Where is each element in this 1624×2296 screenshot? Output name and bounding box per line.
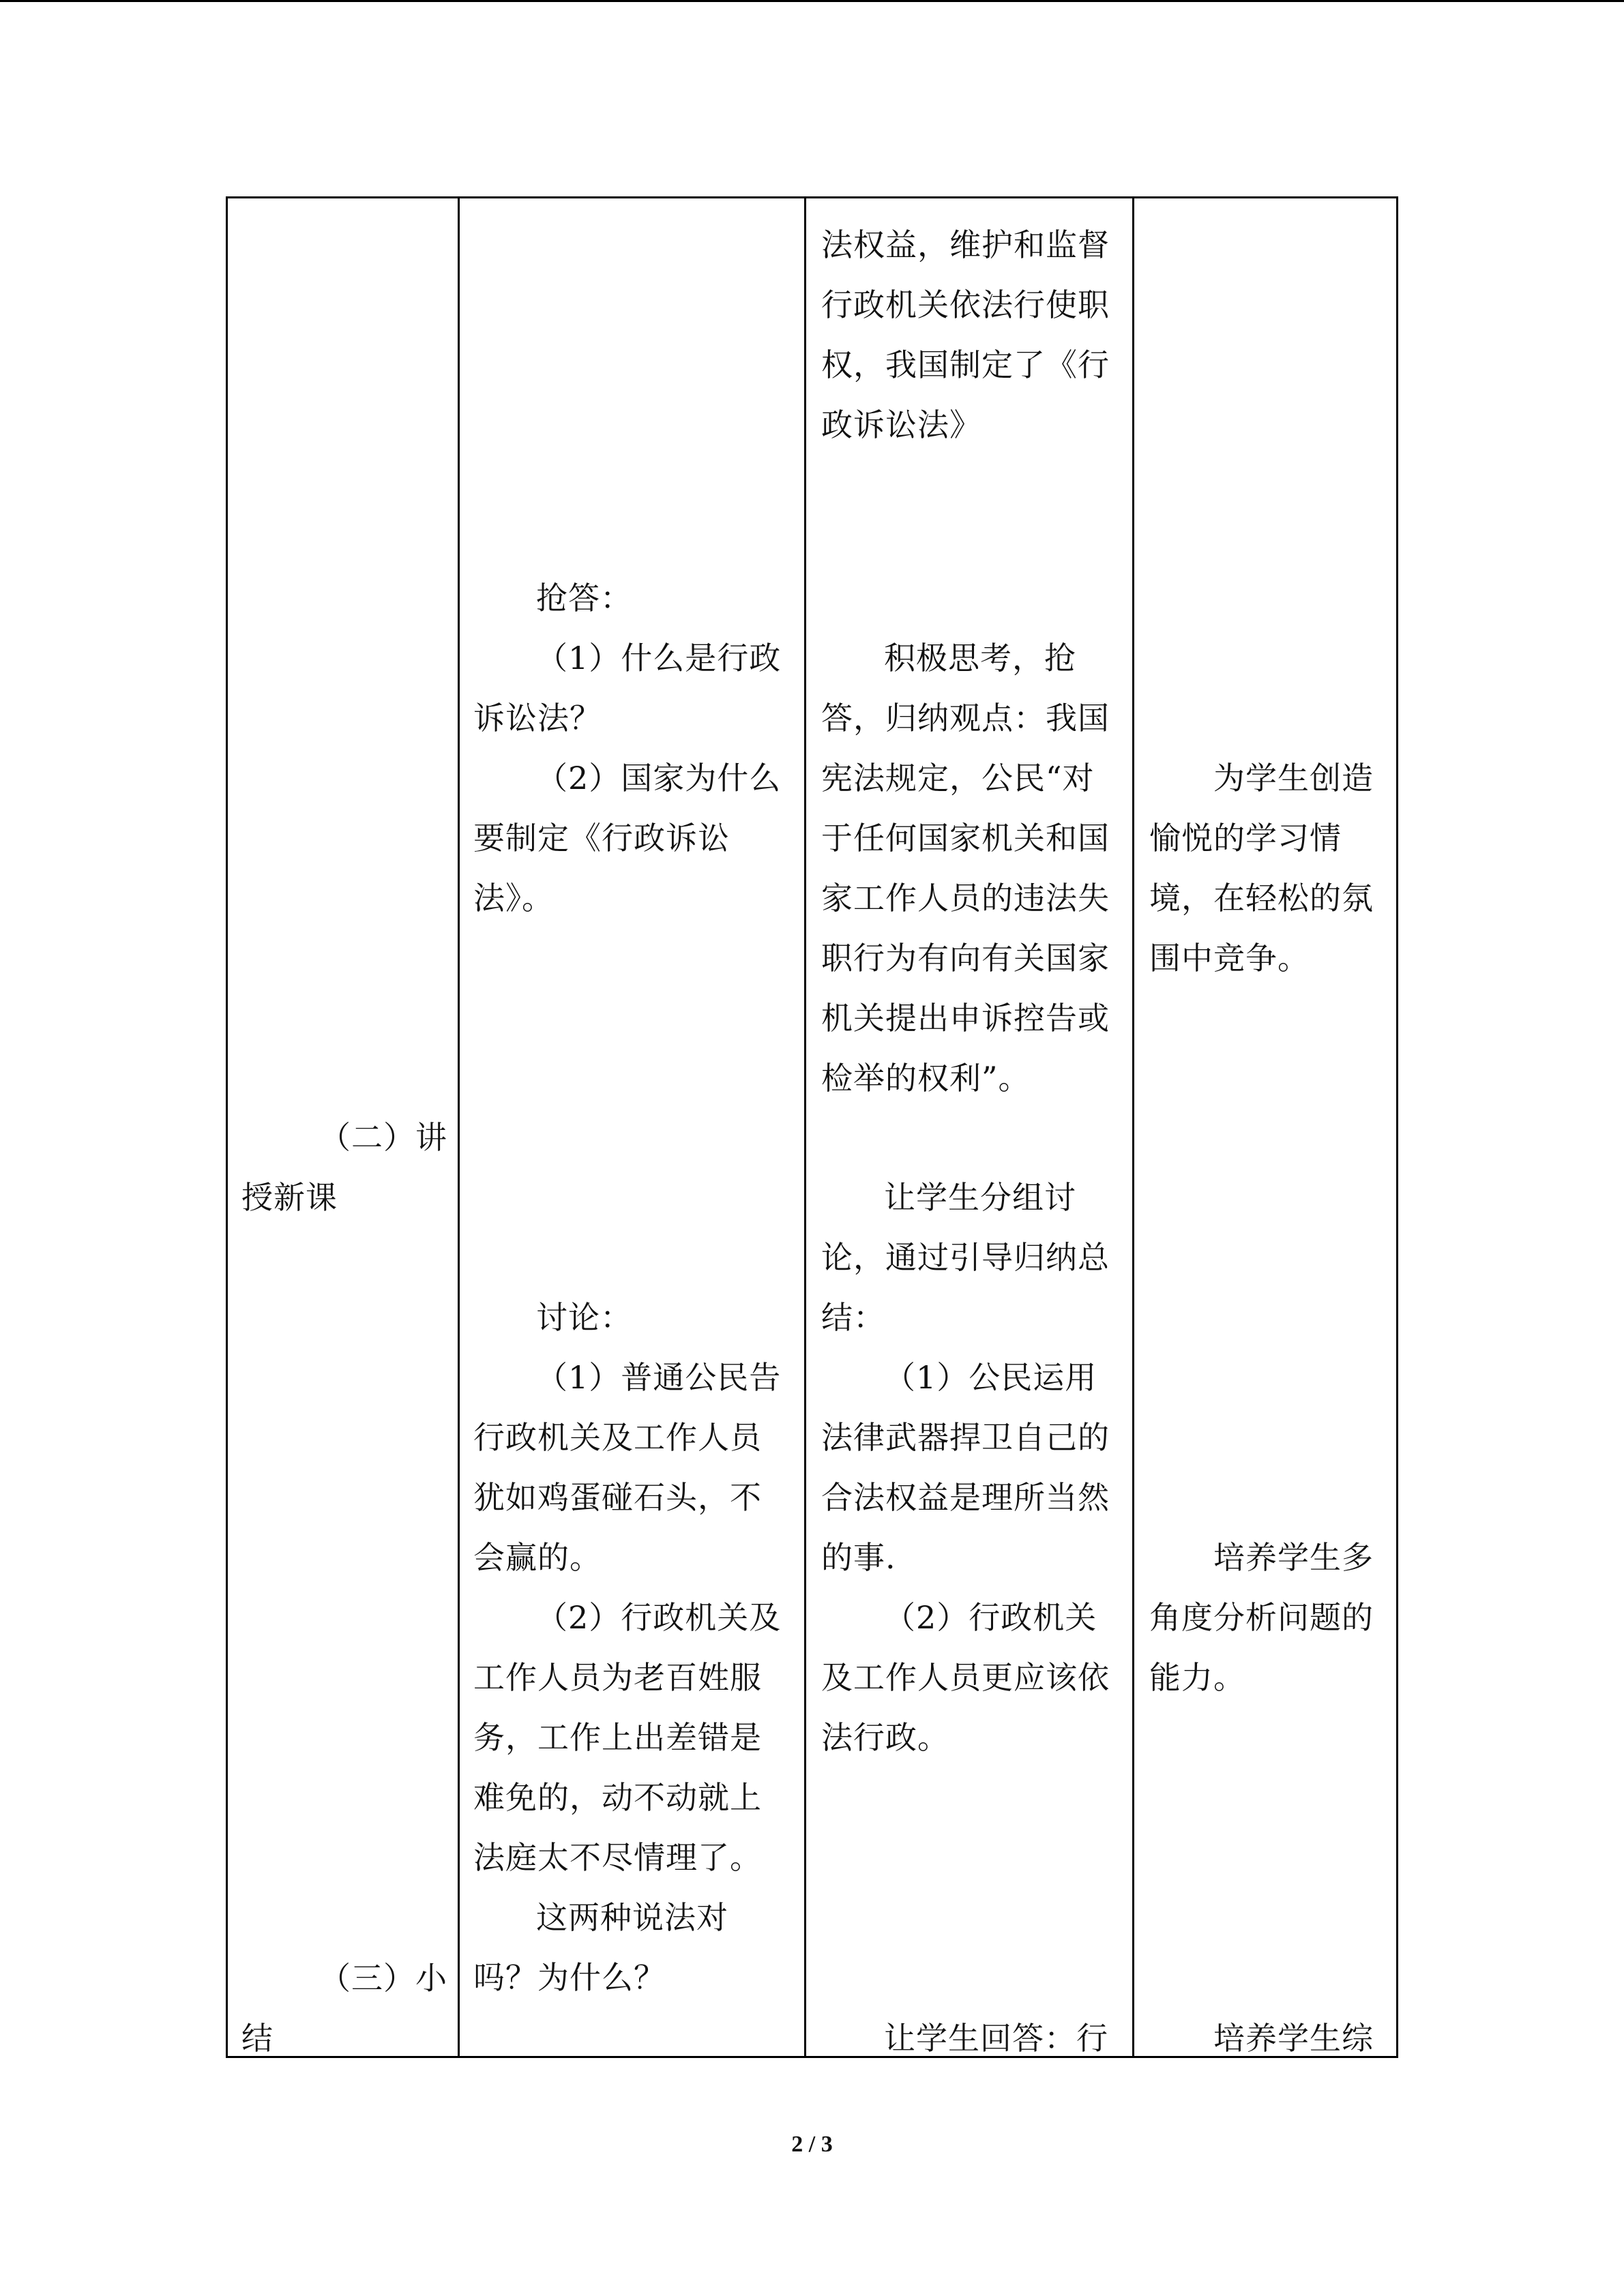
purpose-text-line: 围中竞争。 xyxy=(1149,940,1310,976)
activity-text-line: 工作人员为老百姓服 xyxy=(473,1659,762,1696)
activity-column xyxy=(460,198,804,2056)
activity-text-line: 这两种说法对 xyxy=(536,1899,728,1936)
student-text-line: 法律武器捍卫自己的 xyxy=(821,1419,1110,1456)
student-text-line: 于任何国家机关和国 xyxy=(821,820,1110,856)
activity-text-line: 行政机关及工作人员 xyxy=(473,1419,762,1456)
student-text-line: 答，归纳观点：我国 xyxy=(821,700,1110,736)
student-text-line: 行政机关依法行使职 xyxy=(821,286,1110,323)
student-text-line: （1）公民运用 xyxy=(884,1359,1097,1396)
purpose-text-line: 培养学生综 xyxy=(1213,2020,1374,2057)
stage-text-line: 授新课 xyxy=(241,1179,338,1216)
student-text-line: 让学生分组讨 xyxy=(884,1179,1076,1216)
stage-text-line: （二）讲 xyxy=(319,1119,447,1156)
purpose-text-line: 境，在轻松的氛 xyxy=(1149,880,1374,916)
activity-text-line: 诉讼法？ xyxy=(473,700,602,736)
student-text-line: 检举的权利”。 xyxy=(821,1060,1031,1097)
activity-text-line: 犹如鸡蛋碰石头，不 xyxy=(473,1479,762,1516)
activity-text-line: 法庭太不尽情理了。 xyxy=(473,1839,762,1876)
purpose-text-line: 能力。 xyxy=(1149,1659,1245,1696)
purpose-column xyxy=(1134,198,1396,2056)
student-text-line: （2）行政机关 xyxy=(884,1599,1097,1636)
activity-text-line: （2）行政机关及 xyxy=(536,1599,782,1636)
stage-column xyxy=(228,198,458,2056)
student-text-line: 权，我国制定了《行 xyxy=(821,346,1110,383)
activity-text-line: 吗？为什么？ xyxy=(473,1959,666,1996)
activity-text-line: 讨论： xyxy=(536,1299,632,1336)
student-column xyxy=(806,198,1132,2056)
activity-text-line: 法》。 xyxy=(473,880,554,916)
activity-text-line: （1）什么是行政 xyxy=(536,640,782,676)
student-text-line: 宪法规定，公民“对 xyxy=(821,760,1095,796)
purpose-text-line: 愉悦的学习情 xyxy=(1149,820,1342,856)
student-text-line: 论，通过引导归纳总 xyxy=(821,1239,1110,1276)
activity-text-line: 难免的，动不动就上 xyxy=(473,1779,762,1816)
student-text-line: 家工作人员的违法失 xyxy=(821,880,1110,916)
page-number: 2 / 3 xyxy=(791,2132,833,2157)
student-text-line: 合法权益是理所当然 xyxy=(821,1479,1110,1516)
student-text-line: 法行政。 xyxy=(821,1719,949,1756)
student-text-line: 政诉讼法》 xyxy=(821,406,981,443)
stage-text-line: （三）小 xyxy=(319,1960,447,1997)
activity-text-line: 要制定《行政诉讼 xyxy=(473,820,730,856)
stage-text-line: 结 xyxy=(241,2020,274,2057)
top-border-rule xyxy=(0,0,1624,2)
student-text-line: 的事. xyxy=(821,1539,896,1576)
student-text-line: 法权益，维护和监督 xyxy=(821,226,1110,263)
activity-text-line: 会赢的。 xyxy=(473,1539,602,1576)
activity-text-line: 务，工作上出差错是 xyxy=(473,1719,762,1756)
student-text-line: 积极思考，抢 xyxy=(884,640,1076,676)
student-text-line: 机关提出申诉控告或 xyxy=(821,1000,1110,1037)
purpose-text-line: 角度分析问题的 xyxy=(1149,1599,1374,1636)
activity-text-line: 抢答： xyxy=(536,580,632,616)
purpose-text-line: 培养学生多 xyxy=(1213,1539,1374,1576)
lesson-plan-table xyxy=(226,196,1398,2058)
student-text-line: 及工作人员更应该依 xyxy=(821,1659,1110,1696)
activity-text-line: （1）普通公民告 xyxy=(536,1359,782,1396)
student-text-line: 结： xyxy=(821,1299,885,1336)
student-text-line: 职行为有向有关国家 xyxy=(821,940,1110,976)
purpose-text-line: 为学生创造 xyxy=(1213,760,1374,796)
student-text-line: 让学生回答：行 xyxy=(884,2020,1108,2057)
activity-text-line: （2）国家为什么 xyxy=(536,760,782,796)
